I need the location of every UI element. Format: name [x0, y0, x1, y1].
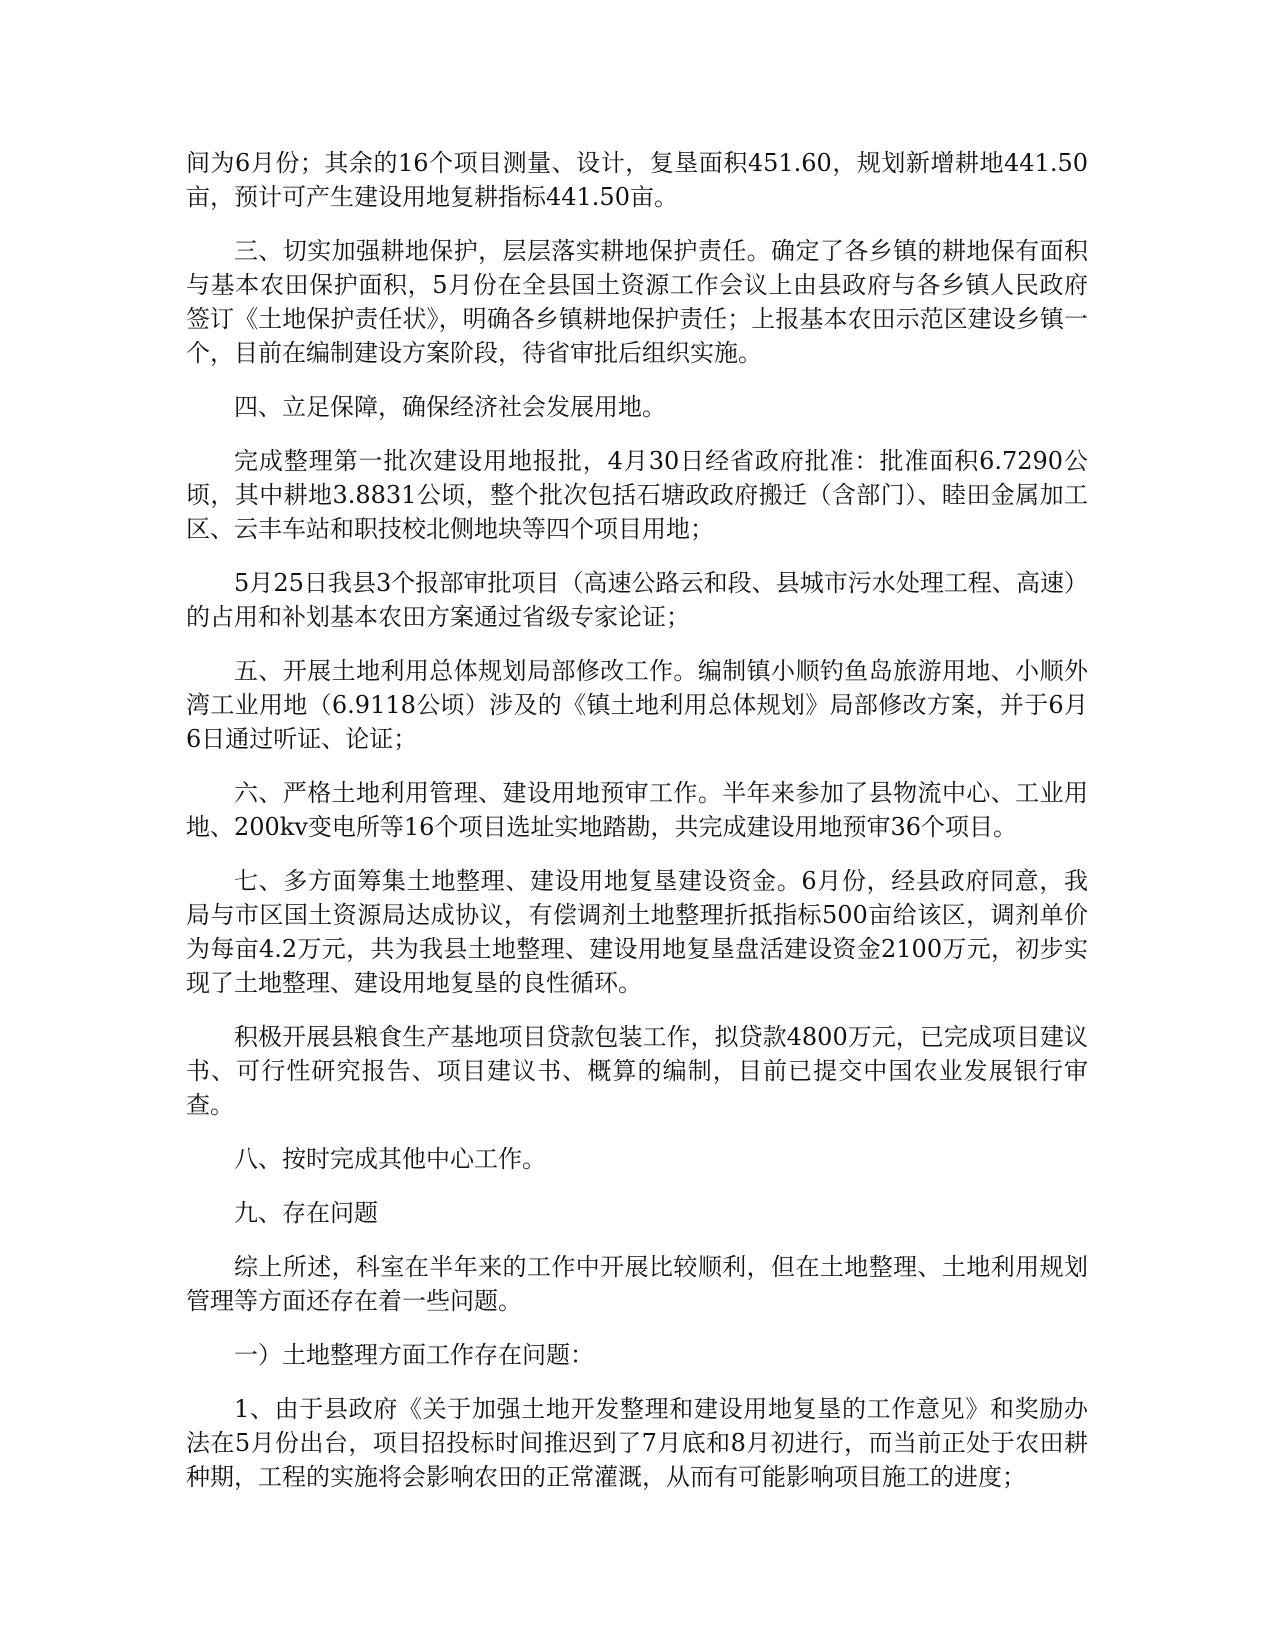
document-body: [186, 146, 1088, 1514]
paragraph-section-3: 三、切实加强耕地保护，层层落实耕地保护责任。确定了各乡镇的耕地保有面积与基本农田保护面积，5月份在全县国土资源工作会议上由县政府与各乡镇人民政府签订《土地保护责任状》，明确各乡镇耕地保护责任；上报基本农田示范区建设乡镇一个，目前在编制建设方案阶段，待省审批后组织实施。: [186, 237, 1088, 367]
paragraph-summary: 综上所述，科室在半年来的工作中开展比较顺利，但在土地整理、土地利用规划管理等方面还存在着一些问题。: [186, 1253, 1088, 1315]
paragraph-section-9-heading: 九、存在问题: [234, 1199, 378, 1227]
paragraph-continuation: 间为6月份；其余的16个项目测量、设计，复垦面积451.60，规划新增耕地441.50亩，预计可产生建设用地复耕指标441.50亩。: [186, 149, 1088, 211]
paragraph-issue-1: 1、由于县政府《关于加强土地开发整理和建设用地复垦的工作意见》和奖励办法在5月份出台，项目招投标时间推迟到了7月底和8月初进行，而当前正处于农田耕种期，工程的实施将会影响农田的正常灌溉，从而有可能影响项目施工的进度；: [186, 1395, 1088, 1491]
paragraph-subsection-1-heading: 一）土地整理方面工作存在问题：: [234, 1341, 594, 1369]
paragraph-section-7: 七、多方面筹集土地整理、建设用地复垦建设资金。6月份，经县政府同意，我局与市区国土资源局达成协议，有偿调剂土地整理折抵指标500亩给该区，调剂单价为每亩4.2万元，共为我县土地整理、建设用地复垦盘活建设资金2100万元，初步实现了土地整理、建设用地复垦的良性循环。: [186, 867, 1088, 997]
paragraph-section-4-heading: 四、立足保障，确保经济社会发展用地。: [234, 393, 666, 421]
paragraph-section-8-heading: 八、按时完成其他中心工作。: [234, 1145, 546, 1173]
paragraph-expert-review: 5月25日我县3个报部审批项目（高速公路云和段、县城市污水处理工程、高速）的占用和补划基本农田方案通过省级专家论证；: [186, 569, 1088, 631]
paragraph-section-5: 五、开展土地利用总体规划局部修改工作。编制镇小顺钓鱼岛旅游用地、小顺外湾工业用地（6.9118公顷）涉及的《镇土地利用总体规划》局部修改方案，并于6月6日通过听证、论证；: [186, 657, 1088, 753]
paragraph-land-approval: 完成整理第一批次建设用地报批，4月30日经省政府批准：批准面积6.7290公顷，其中耕地3.8831公顷，整个批次包括石塘政政府搬迁（含部门）、睦田金属加工区、云丰车站和职技校北侧地块等四个项目用地；: [186, 447, 1088, 543]
paragraph-section-6: 六、严格土地利用管理、建设用地预审工作。半年来参加了县物流中心、工业用地、200kv变电所等16个项目选址实地踏勘，共完成建设用地预审36个项目。: [186, 779, 1088, 841]
paragraph-loan-packaging: 积极开展县粮食生产基地项目贷款包装工作，拟贷款4800万元，已完成项目建议书、可行性研究报告、项目建议书、概算的编制，目前已提交中国农业发展银行审查。: [186, 1023, 1088, 1119]
